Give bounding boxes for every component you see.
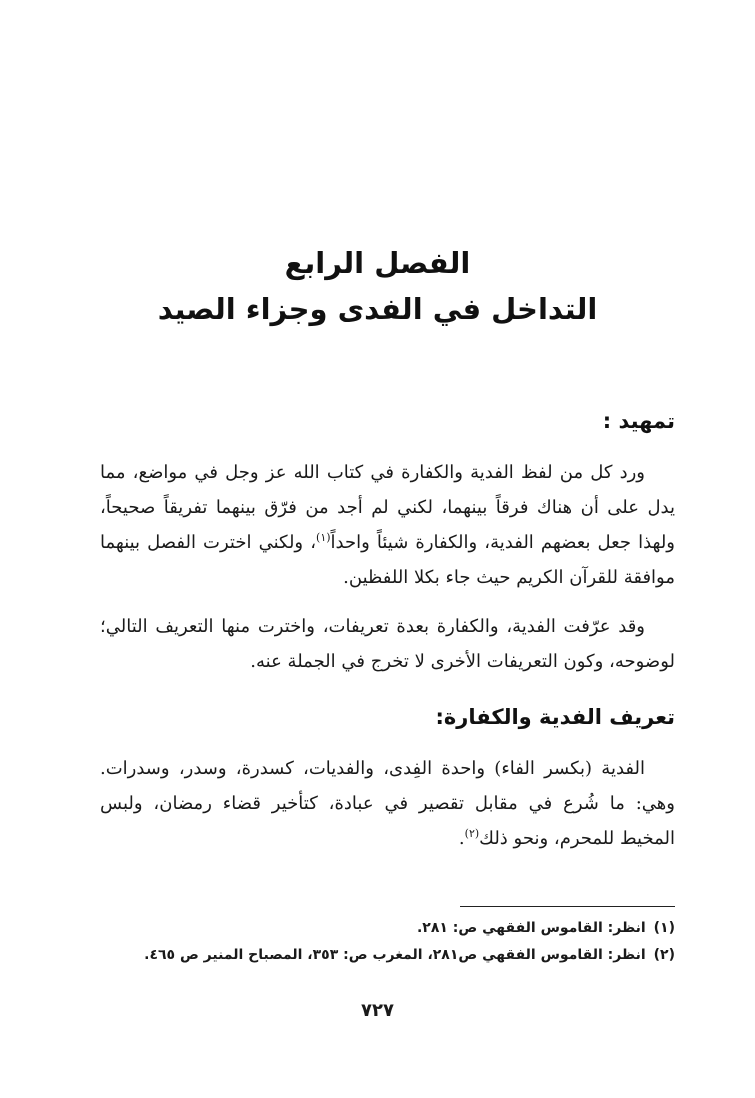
footnote-1-text: انظر: القاموس الفقهي ص: ٢٨١. — [416, 920, 646, 936]
page-body — [100, 405, 675, 856]
footnote-2 — [100, 942, 675, 969]
definition-heading: تعريف الفدية والكفارة: — [435, 705, 675, 729]
intro-heading: تمهيد : — [602, 409, 675, 433]
footnote-2-number: (٢) — [653, 947, 675, 963]
footnote-1-number: (١) — [653, 920, 675, 936]
footnotes — [100, 906, 675, 969]
intro-paragraph-1 — [100, 455, 675, 595]
definition-paragraph-text-a: الفدية (بكسر الفاء) واحدة الفِدى، والفديات، كسدرة، وسدر، وسدرات. وهي: ما شُرع في مقابل تقصير في عبادة، كتأخير قضاء رمضان، ولبس المخيط للمحرم، ونحو ذلك — [100, 758, 675, 849]
footnote-ref-1: (١) — [316, 531, 331, 544]
intro-paragraph-2: وقد عرّفت الفدية، والكفارة بعدة تعريفات، واخترت منها التعريف التالي؛ لوضوحه، وكون التعريفات الأخرى لا تخرج في الجملة عنه. — [100, 616, 675, 672]
chapter-subtitle: التداخل في الفدى وجزاء الصيد — [157, 292, 598, 326]
intro-paragraph-1-text-a: ورد كل من لفظ الفدية والكفارة في كتاب الله عز وجل في مواضع، مما يدل على أن هناك فرقاً بينهما، لكني لم أجد من فرّق بينهما تفريقاً صحيحاً، ولهذا جعل بعضهم الفدية، والكفارة شيئاً واحداً — [100, 462, 675, 553]
footnote-divider — [460, 906, 675, 907]
definition-paragraph — [100, 751, 675, 856]
footnote-ref-2: (٢) — [464, 827, 480, 840]
page-number: ٧٢٧ — [361, 1000, 394, 1021]
footnote-1 — [100, 915, 675, 942]
footnote-2-text: انظر: القاموس الفقهي ص٢٨١، المغرب ص: ٣٥٣، المصباح المنير ص ٤٦٥. — [144, 947, 646, 963]
intro-paragraph-1-text-b: ، ولكني اخترت الفصل بينهما موافقة للقرآن الكريم حيث جاء بكلا اللفظين. — [100, 532, 675, 588]
chapter-heading — [0, 240, 755, 332]
definition-paragraph-text-b: . — [458, 828, 465, 849]
chapter-title: الفصل الرابع — [284, 246, 471, 280]
